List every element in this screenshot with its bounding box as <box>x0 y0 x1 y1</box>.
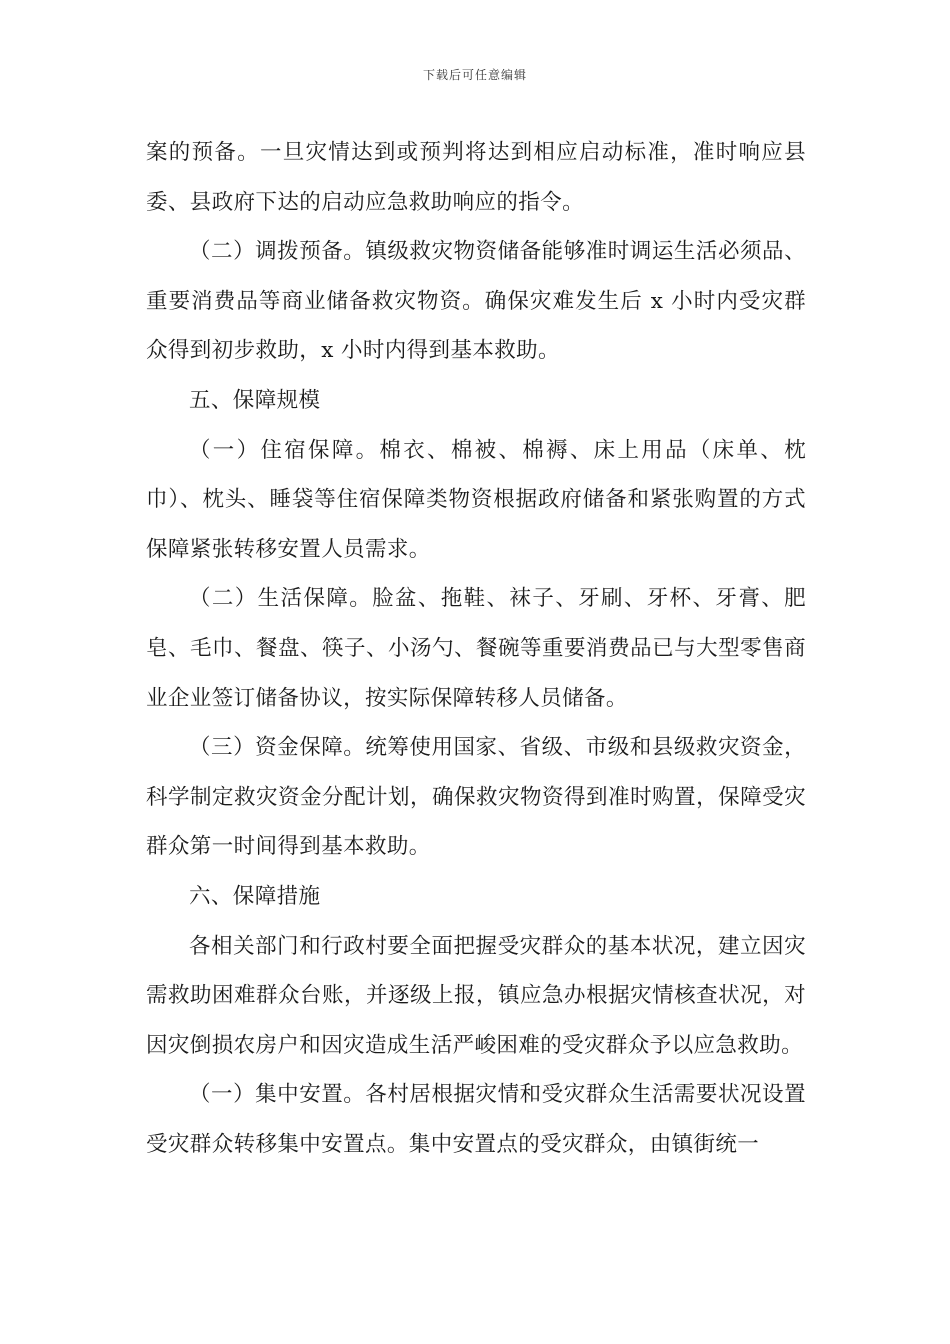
paragraph-funding: （三）资金保障。统筹使用国家、省级、市级和县级救灾资金，科学制定救灾资金分配计划，确保救灾物资得到准时购置，保障受灾群众第一时间得到基本救助。 <box>146 735 806 860</box>
section-heading-6: 六、保障措施 <box>189 883 321 909</box>
paragraph-measures: 各相关部门和行政村要全面把握受灾群众的基本状况，建立因灾需救助困难群众台账，并逐级上报，镇应急办根据灾情核查状况，对因灾倒损农房户和因灾造成生活严峻困难的受灾群众予以应急救助。 <box>146 933 806 1058</box>
paragraph-living: （二）生活保障。脸盆、拖鞋、袜子、牙刷、牙杯、牙膏、肥皂、毛巾、餐盘、筷子、小汤勺、餐碗等重要消费品已与大型零售商业企业签订储备协议，按实际保障转移人员储备。 <box>146 586 806 711</box>
document-body <box>146 128 806 1169</box>
page-header: 下载后可任意编辑 <box>422 68 527 82</box>
paragraph-1: 案的预备。一旦灾情达到或预判将达到相应启动标准，准时响应县委、县政府下达的启动应急救助响应的指令。 <box>146 140 806 215</box>
section-heading-5: 五、保障规模 <box>189 387 321 413</box>
paragraph-centralized: （一）集中安置。各村居根据灾情和受灾群众生活需要状况设置受灾群众转移集中安置点。集中安置点的受灾群众，由镇街统一 <box>146 1082 806 1157</box>
paragraph-2: （二）调拨预备。镇级救灾物资储备能够准时调运生活必须品、重要消费品等商业储备救灾物资。确保灾难发生后 x 小时内受灾群众得到初步救助，x 小时内得到基本救助。 <box>146 239 806 364</box>
paragraph-housing: （一）住宿保障。棉衣、棉被、棉褥、床上用品（床单、枕巾）、枕头、睡袋等住宿保障类物资根据政府储备和紧张购置的方式保障紧张转移安置人员需求。 <box>146 437 806 562</box>
